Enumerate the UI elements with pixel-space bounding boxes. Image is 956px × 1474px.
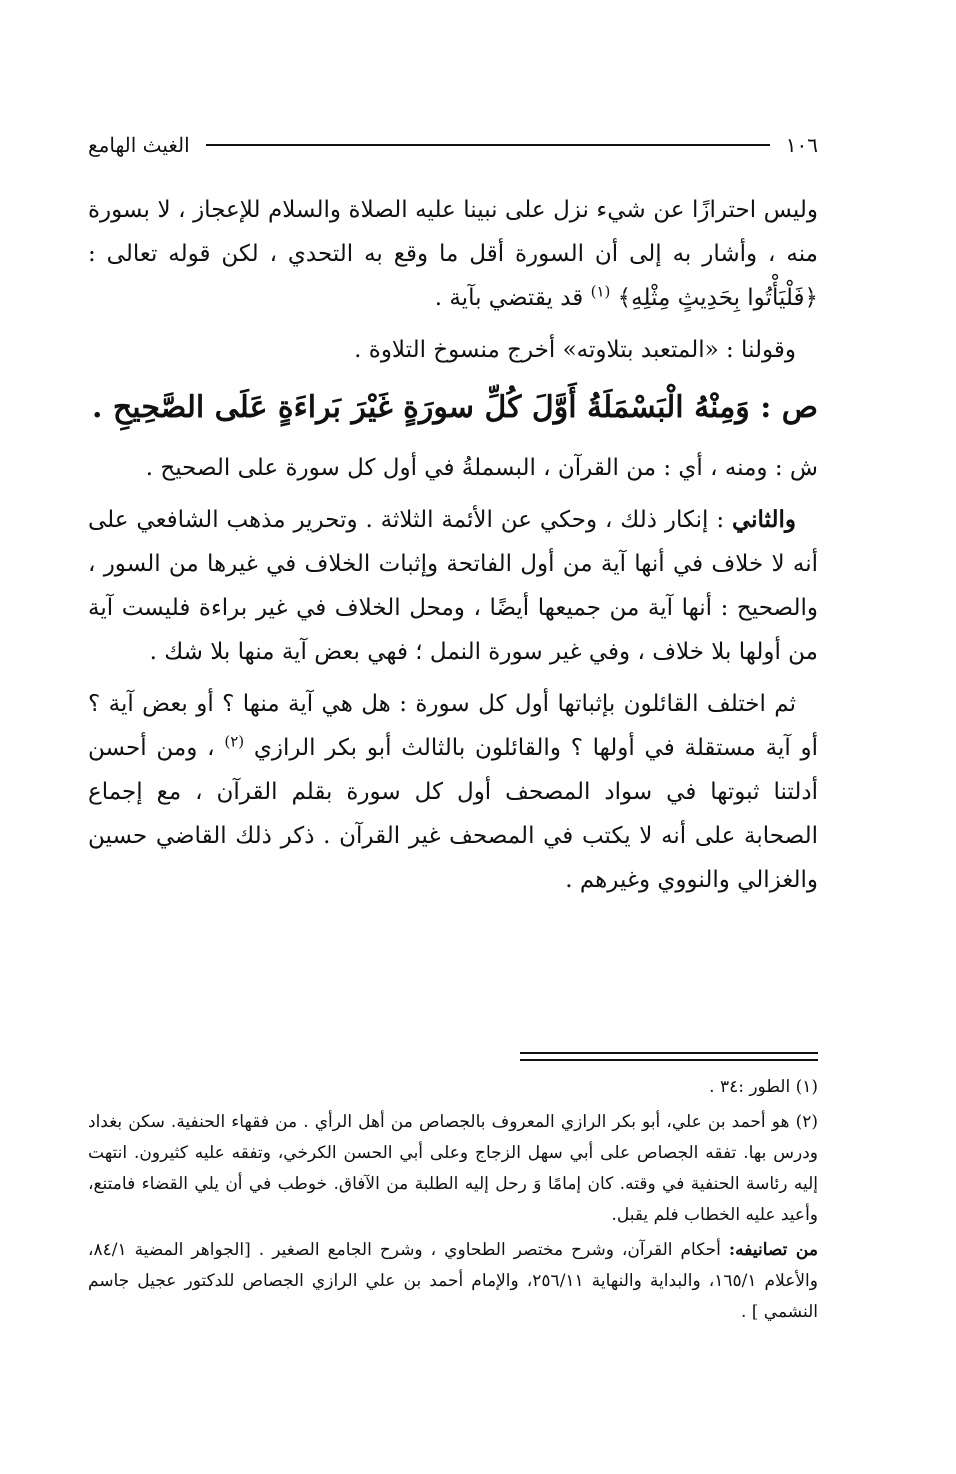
footnote-ref-1: (١) (590, 282, 611, 301)
footnote-ref-2: (٢) (224, 732, 245, 751)
main-text (88, 188, 818, 910)
header-rule (206, 144, 770, 146)
paragraph-5-text-end: ، ومن أحسن أدلتنا ثبوتها في سواد المصحف أول كل سورة بقلم القرآن ، مع إجماع الصحابة على أنه لا يكتب في المصحف غير القرآن . ذكر ذلك القاضي حسين والغزالي والنووي وغيرهم . (88, 735, 818, 893)
footnote-2-label: من تصانيفه: (728, 1240, 818, 1260)
footnote-2: (٢) هو أحمد بن علي، أبو بكر الرازي المعروف بالجصاص من أهل الرأي . من فقهاء الحنفية. سكن بغداد ودرس بها. تفقه الجصاص على أبي سهل الزجاج وعلى أبي الحسن الكرخي، وتفقه عليه كثيرون. انتهت إليه رئاسة الحنفية في وقته. كان إمامًا وَ رحل إليه الطلبة من الآفاق. خوطب في أن يلي القضاء فامتنع، وأعيد عليه الخطاب فلم يقبل. (88, 1112, 818, 1225)
book-title: الغيث الهامع (88, 133, 190, 157)
footnote-1: (١) الطور :٣٤ . (709, 1077, 818, 1097)
footnotes (88, 1072, 818, 1332)
paragraph-5 (88, 682, 818, 902)
page-number: ١٠٦ (785, 133, 818, 157)
paragraph-1-text-end: قد يقتضي بآية . (434, 285, 584, 311)
paragraph-4 (88, 498, 818, 674)
running-header (88, 128, 818, 162)
paragraph-4-text: : إنكار ذلك ، وحكي عن الأئمة الثلاثة . وتحرير مذهب الشافعي على أنه لا خلاف في أنها آية من أول الفاتحة وإثبات الخلاف في غيرها من السور ، والصحيح : أنها آية من جميعها أيضًا ، ومحل الخلاف في غير براءة فليست آية من أولها بلا خلاف ، وفي غير سورة النمل ؛ فهي بعض آية منها بلا شك . (88, 507, 818, 665)
paragraph-4-term: والثاني (731, 506, 796, 533)
paragraph-5-text: ثم اختلف القائلون بإثباتها أول كل سورة : هل هي آية منها ؟ أو بعض آية ؟ أو آية مستقلة في أولها ؟ والقائلون بالثالث أبو بكر الرازي (88, 691, 819, 761)
paragraph-1-text: وليس احترازًا عن شيء نزل على نبينا عليه الصلاة والسلام للإعجاز ، لا بسورة منه ، وأشار به إلى أن السورة أقل ما وقع به التحدي ، لكن قوله تعالى : ﴿فَلْيَأْتُوا بِحَدِيثٍ مِثْلِهِ﴾ (88, 197, 818, 311)
paragraph-1 (88, 188, 818, 320)
matn-line: ص : وَمِنْهُ الْبَسْمَلَةُ أَوَّلَ كُلِّ سورَةٍ غَيْرَ بَراءَةٍ عَلَى الصَّحِيحِ . (92, 390, 818, 425)
paragraph-2: وقولنا : «المتعبد بتلاوته» أخرج منسوخ التلاوة . (354, 337, 796, 363)
paragraph-3: ش : ومنه ، أي : من القرآن ، البسملةُ في أول كل سورة على الصحيح . (145, 455, 818, 481)
footnote-2-works-text: أحكام القرآن، وشرح مختصر الطحاوي ، وشرح الجامع الصغير . [الجواهر المضية ٨٤/١، والأعلام ١٦٥/١، والبداية والنهاية ٢٥٦/١١، والإمام أحمد بن علي الرازي الجصاص للدكتور عجيل جاسم النشمي ] . (88, 1240, 818, 1322)
footnote-separator (520, 1052, 818, 1061)
footnote-2-works (88, 1235, 818, 1328)
